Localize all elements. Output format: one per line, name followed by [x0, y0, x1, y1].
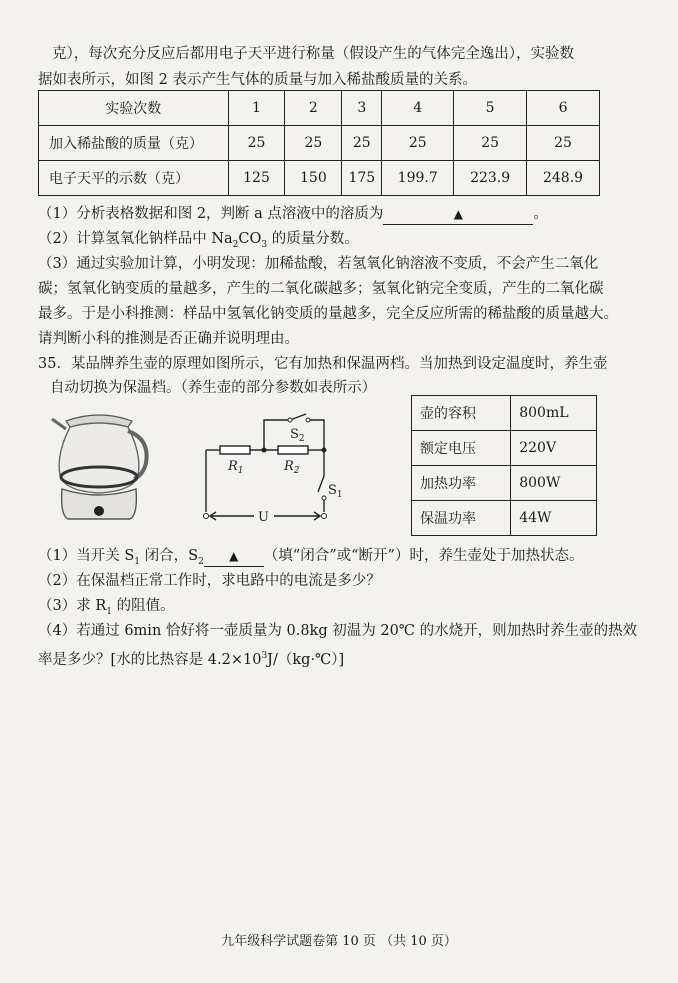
intro-line-2: 据如表所示，如图 2 表示产生气体的质量与加入稀盐酸质量的关系。	[38, 72, 477, 88]
table-header-cell: 实验次数	[39, 91, 229, 126]
param-label: 加热功率	[412, 466, 511, 501]
page-footer: 九年级科学试题卷第 10 页 （共 10 页）	[221, 934, 457, 949]
table-header-cell: 5	[454, 91, 527, 126]
superscript: 3	[261, 651, 268, 661]
subscript: 2	[232, 239, 239, 250]
table-header-cell: 1	[228, 91, 285, 126]
table-cell: 25	[228, 126, 285, 161]
q34-part-3-line-3: 最多。于是小科推测：样品中氢氧化钠变质的量越多，完全反应所需的稀盐酸的质量越大。	[38, 306, 618, 322]
q35-part-3-end: 的阻值。	[112, 598, 175, 614]
param-label: 壶的容积	[412, 396, 511, 431]
voltage-label: U	[258, 510, 269, 525]
table-header-cell: 3	[342, 91, 382, 126]
q34-part-3-line-4: 请判断小科的推测是否正确并说明理由。	[38, 331, 299, 347]
parameters-table	[411, 395, 597, 536]
s1-subscript: 1	[336, 490, 343, 500]
table-row-label: 加入稀盐酸的质量（克）	[39, 126, 229, 161]
table-cell: 25	[527, 126, 600, 161]
table-row	[412, 466, 597, 501]
param-value: 800W	[511, 466, 597, 501]
answer-blank[interactable]	[204, 546, 264, 567]
q35-part-4-line-1: （4）若通过 6min 恰好将一壶质量为 0.8kg 初温为 20℃ 的水烧开，则加热时养生壶的热效	[38, 623, 638, 639]
svg-text:R1	[227, 459, 244, 476]
r2-subscript: 2	[293, 466, 300, 476]
svg-text:R2	[283, 459, 300, 476]
table-row	[412, 501, 597, 536]
table-cell: 248.9	[527, 161, 600, 196]
q35-part-1-mid: 闭合，S	[140, 548, 199, 564]
r2-label: R	[284, 459, 294, 474]
circuit-diagram	[194, 412, 344, 530]
table-header-cell: 6	[527, 91, 600, 126]
q35-part-4-text: 率是多少？[水的比热容是 4.2×10	[38, 651, 262, 668]
subscript: 2	[198, 556, 204, 567]
subscript: 1	[106, 606, 112, 617]
param-label: 额定电压	[412, 431, 511, 466]
table-row-label: 电子天平的示数（克）	[39, 161, 229, 196]
param-value: 800mL	[511, 396, 597, 431]
svg-text:S1	[328, 483, 343, 500]
s2-label: S	[290, 427, 299, 442]
experiment-table	[38, 90, 600, 196]
q35-stem-line-2: 自动切换为保温档。（养生壶的部分参数如表所示）	[50, 380, 377, 396]
q35-part-1-text: （1）当开关 S	[38, 548, 135, 564]
table-cell: 199.7	[382, 161, 454, 196]
q35-part-1-end: （填“闭合”或“断开”）时，养生壶处于加热状态。	[263, 548, 584, 564]
table-row	[39, 126, 600, 161]
q34-part-2-text: （2）计算氢氧化钠样品中 Na	[38, 231, 233, 247]
kettle-image	[44, 405, 156, 530]
table-row	[39, 91, 600, 126]
q35-stem-line-1: 35．某品牌养生壶的原理如图所示，它有加热和保温两档。当加热到设定温度时，养生壶	[38, 356, 608, 372]
table-header-cell: 4	[382, 91, 454, 126]
answer-marker: ▲	[453, 207, 464, 221]
q35-part-4-line-2	[38, 646, 344, 670]
q35-part-1	[38, 546, 583, 572]
r1-label: R	[228, 459, 238, 474]
r1-subscript: 1	[237, 466, 244, 476]
table-row	[39, 161, 600, 196]
subscript: 3	[261, 239, 268, 250]
param-value: 44W	[511, 501, 597, 536]
table-cell: 223.9	[454, 161, 527, 196]
table-cell: 125	[228, 161, 285, 196]
q35-part-3-text: （3）求 R	[38, 598, 107, 614]
table-cell: 25	[382, 126, 454, 161]
table-row	[412, 396, 597, 431]
answer-marker: ▲	[229, 549, 239, 563]
q35-part-3	[38, 596, 175, 622]
s2-subscript: 2	[298, 434, 305, 444]
formula-text: CO	[238, 231, 262, 247]
svg-text:S2	[290, 427, 305, 444]
q34-part-2-end: 的质量分数。	[267, 231, 359, 247]
subscript: 1	[134, 556, 141, 567]
q34-part-1-text: （1）分析表格数据和图 2，判断 a 点溶液中的溶质为	[38, 206, 384, 222]
q34-part-3-line-1: （3）通过实验加计算，小明发现：加稀盐酸，若氢氧化钠溶液不变质，不会产生二氧化	[38, 256, 599, 272]
q34-part-1	[38, 204, 548, 225]
table-cell: 175	[342, 161, 382, 196]
q35-part-4-end: J/（kg·℃）]	[267, 651, 345, 668]
q35-part-2: （2）在保温档正常工作时，求电路中的电流是多少？	[38, 573, 381, 589]
answer-blank[interactable]	[383, 204, 533, 225]
table-cell: 150	[285, 161, 342, 196]
table-cell: 25	[342, 126, 382, 161]
table-header-cell: 2	[285, 91, 342, 126]
table-cell: 25	[285, 126, 342, 161]
table-cell: 25	[454, 126, 527, 161]
q34-part-3-line-2: 碳；氢氧化钠变质的量越多，产生的二氧化碳越多；氢氧化钠完全变质，产生的二氧化碳	[38, 281, 604, 297]
param-value: 220V	[511, 431, 597, 466]
intro-line-1: 克），每次充分反应后都用电子天平进行称量（假设产生的气体完全逸出），实验数	[52, 46, 574, 62]
s1-label: S	[328, 483, 337, 498]
param-label: 保温功率	[412, 501, 511, 536]
q34-part-1-end: 。	[533, 206, 548, 222]
q34-part-2	[38, 229, 359, 255]
table-row	[412, 431, 597, 466]
